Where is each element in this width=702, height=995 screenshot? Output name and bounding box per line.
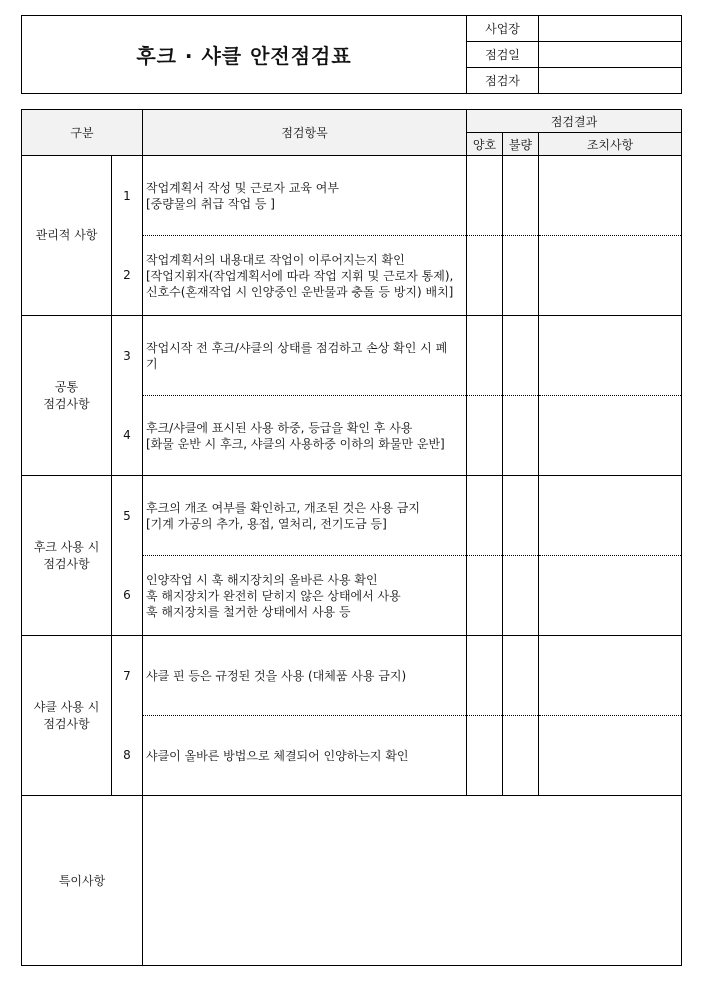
check-item-text [143,636,467,716]
bad-cell[interactable] [503,476,539,556]
category-label-line: 점검사항 [43,556,90,571]
action-cell[interactable] [539,156,682,236]
check-item-line: 후크/샤클에 표시된 사용 하중, 등급을 확인 후 사용 [146,420,413,435]
check-item-line: 작업시작 전 후크/샤클의 상태를 점검하고 손상 확인 시 폐 [146,340,448,355]
action-cell[interactable] [539,236,682,316]
check-item-text [143,236,467,316]
bad-cell[interactable] [503,236,539,316]
category-label-line: 공통 [54,379,79,394]
checklist-table [21,109,682,966]
category-cell [22,156,112,316]
notes-label: 특이사항 [22,796,143,966]
bad-cell[interactable] [503,716,539,796]
item-number: 4 [112,396,143,476]
col-result-header: 점검결과 [467,110,682,133]
good-cell[interactable] [467,396,503,476]
label-site: 사업장 [467,16,539,42]
col-action-header: 조치사항 [539,133,682,156]
action-cell[interactable] [539,636,682,716]
checklist-rows [22,156,682,796]
bad-cell[interactable] [503,316,539,396]
action-cell[interactable] [539,556,682,636]
check-item-line: 신호수(혼재작업 시 인양중인 운반물과 충돌 등 방지) 배치] [146,284,454,299]
check-item-line: 후크의 개조 여부를 확인하고, 개조된 것은 사용 금지 [146,500,420,515]
col-good-header: 양호 [467,133,503,156]
item-number: 8 [112,716,143,796]
bad-cell[interactable] [503,636,539,716]
table-row [22,316,682,396]
check-item-line: 훅 해지장치가 완전히 닫히지 않은 상태에서 사용 [146,588,401,603]
good-cell[interactable] [467,636,503,716]
check-item-line: 인양작업 시 훅 해지장치의 올바른 사용 확인 [146,572,378,587]
check-item-line: [중량물의 취급 작업 등 ] [146,196,275,211]
check-item-text [143,476,467,556]
action-cell[interactable] [539,396,682,476]
col-bad-header: 불량 [503,133,539,156]
category-label-line: 후크 사용 시 [33,539,100,554]
good-cell[interactable] [467,316,503,396]
good-cell[interactable] [467,716,503,796]
label-inspector: 점검자 [467,68,539,94]
page-title: 후크 · 샤클 안전점검표 [22,16,467,94]
item-number: 6 [112,556,143,636]
check-item-text [143,556,467,636]
check-item-line: 샤클 핀 등은 규정된 것을 사용 (대체품 사용 금지) [146,668,407,683]
table-row [22,556,682,636]
category-cell [22,316,112,476]
check-item-text [143,156,467,236]
item-number: 1 [112,156,143,236]
bad-cell[interactable] [503,156,539,236]
good-cell[interactable] [467,236,503,316]
table-row [22,396,682,476]
check-item-line: 훅 해지장치를 철거한 상태에서 사용 등 [146,604,351,619]
check-item-line: [기계 가공의 추가, 용접, 열처리, 전기도금 등] [146,516,387,531]
category-cell [22,476,112,636]
check-item-line: [작업지휘자(작업계획서에 따라 작업 지휘 및 근로자 통제), [146,268,454,283]
check-item-line: 샤클이 올바른 방법으로 체결되어 인양하는지 확인 [146,748,409,763]
check-item-line: 기 [146,356,158,371]
table-row [22,636,682,716]
check-item-text [143,396,467,476]
inspector-value-cell[interactable] [539,68,682,94]
check-item-text [143,716,467,796]
item-number: 5 [112,476,143,556]
table-row [22,236,682,316]
check-item-line: 작업계획서 작성 및 근로자 교육 여부 [146,180,339,195]
label-date: 점검일 [467,42,539,68]
table-row [22,156,682,236]
category-label-line: 점검사항 [43,716,90,731]
notes-field[interactable] [143,796,682,966]
bad-cell[interactable] [503,396,539,476]
item-number: 3 [112,316,143,396]
check-item-line: 작업계획서의 내용대로 작업이 이루어지는지 확인 [146,252,405,267]
action-cell[interactable] [539,716,682,796]
header-table [21,15,682,94]
check-item-text [143,316,467,396]
action-cell[interactable] [539,476,682,556]
check-item-line: [화물 운반 시 후크, 샤클의 사용하중 이하의 화물만 운반] [146,436,445,451]
good-cell[interactable] [467,156,503,236]
col-category-header: 구분 [22,110,143,156]
table-row [22,476,682,556]
good-cell[interactable] [467,476,503,556]
col-item-header: 점검항목 [143,110,467,156]
site-value-cell[interactable] [539,16,682,42]
item-number: 2 [112,236,143,316]
item-number: 7 [112,636,143,716]
table-row [22,716,682,796]
category-label-line: 샤클 사용 시 [33,699,100,714]
category-label-line: 점검사항 [43,396,90,411]
category-label-line: 관리적 사항 [35,228,98,242]
action-cell[interactable] [539,316,682,396]
bad-cell[interactable] [503,556,539,636]
date-value-cell[interactable] [539,42,682,68]
good-cell[interactable] [467,556,503,636]
category-cell [22,636,112,796]
